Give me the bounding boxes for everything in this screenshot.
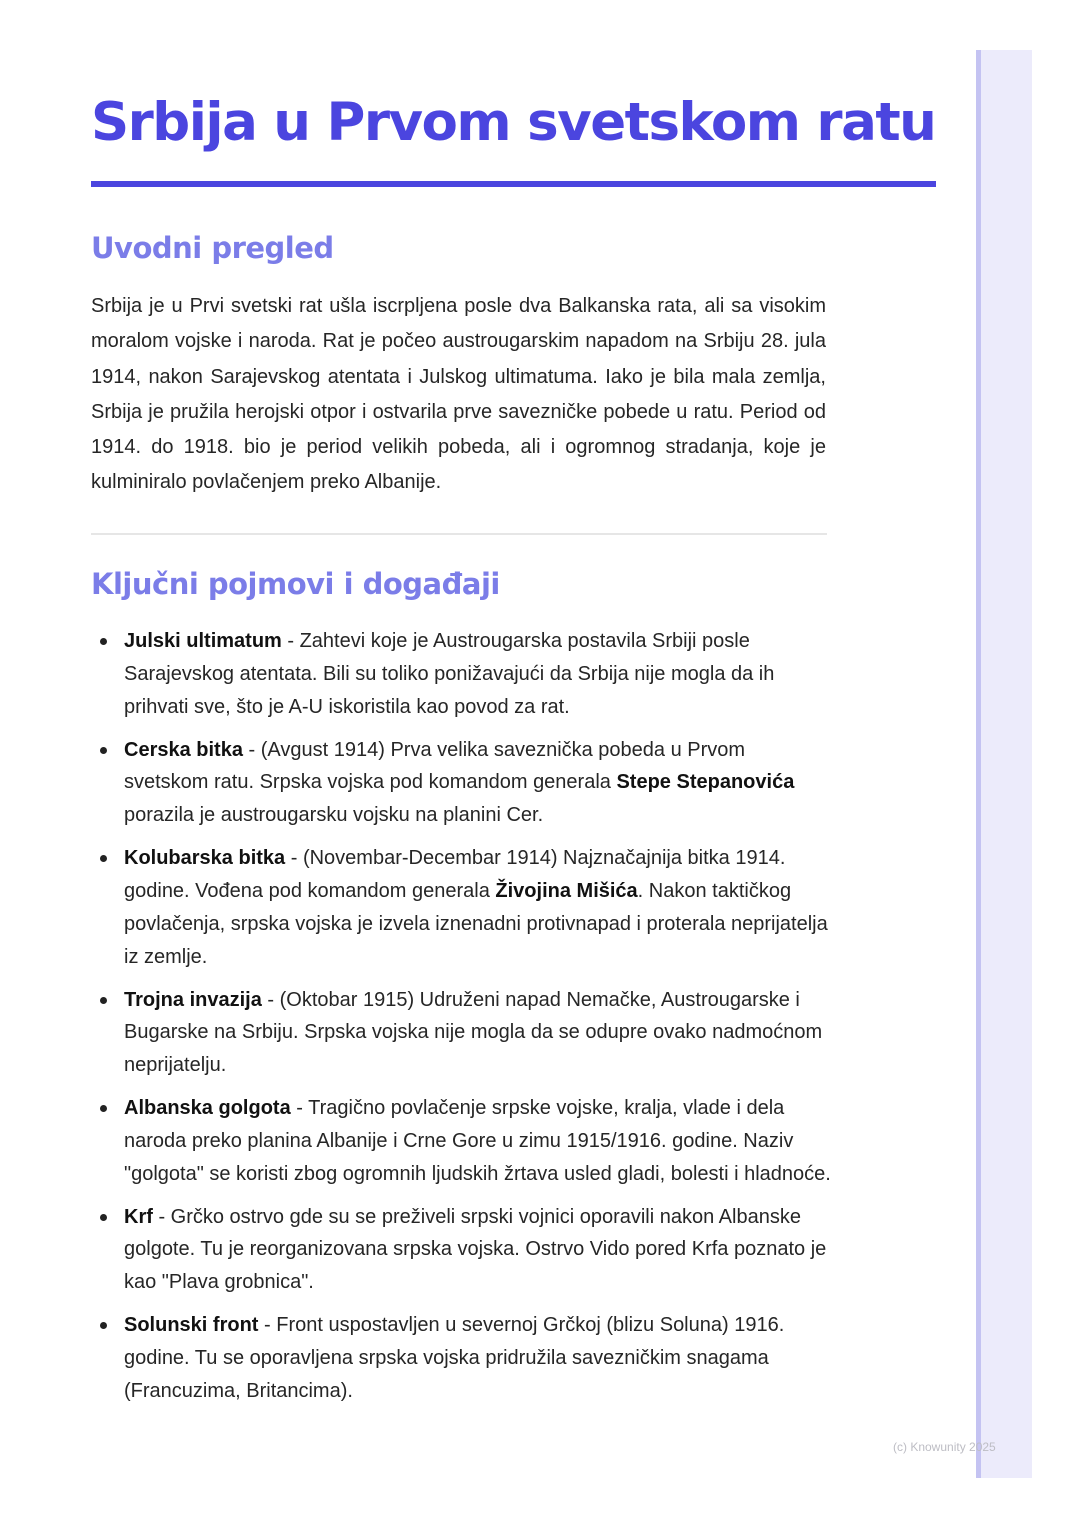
list-item [91, 734, 831, 832]
term-description: - (Avgust 1914) Prva velika saveznička pobeda u Prvom svetskom ratu. Srpska vojska pod komandom generala [124, 738, 746, 794]
term-emphasis: Stepe Stepanovića [616, 771, 795, 794]
term-label: Albanska golgota [124, 1097, 291, 1120]
page-sidebar [976, 50, 1032, 1478]
section-divider [91, 533, 827, 535]
list-item [91, 625, 831, 723]
copyright-footer: (c) Knowunity 2025 [893, 1440, 996, 1454]
section-heading-intro: Uvodni pregled [91, 231, 334, 265]
list-item [91, 1201, 831, 1299]
term-label: Trojna invazija [124, 988, 262, 1011]
term-description: - (Oktobar 1915) Udruženi napad Nemačke, Austrougarske i Bugarske na Srbiju. Srpska vojska nije mogla da se odupre ovako nadmoćnom neprijatelju. [124, 988, 823, 1077]
term-label: Julski ultimatum [124, 630, 282, 652]
term-description: - (Novembar-Decembar 1914) Najznačajnija bitka 1914. godine. Vođena pod komandom generala [124, 847, 786, 902]
list-item [91, 1309, 831, 1407]
title-underline [91, 181, 936, 187]
page-title: Srbija u Prvom svetskom ratu [91, 92, 936, 153]
key-terms-list [91, 625, 831, 1418]
term-label: Solunski front [124, 1314, 259, 1337]
term-description-end: porazila je austrougarsku vojsku na planini Cer. [124, 804, 544, 827]
term-description: - Grčko ostrvo gde su se preživeli srpski vojnici oporavili nakon Albanske golgote. Tu je reorganizovana srpska vojska. Ostrvo Vido pored Krfa poznato je kao "Plava grobnica". [124, 1205, 827, 1294]
section-heading-key-terms: Ključni pojmovi i događaji [91, 567, 500, 601]
term-description: - Front uspostavljen u severnoj Grčkoj (blizu Soluna) 1916. godine. Tu se oporavljena srpska vojska pridružila savezničkim snagama (Francuzima, Britancima). [124, 1314, 785, 1402]
term-label: Kolubarska bitka [124, 847, 286, 870]
list-item [91, 842, 831, 973]
list-item [91, 984, 831, 1082]
term-label: Cerska bitka [124, 738, 243, 761]
term-description: - Zahtevi koje je Austrougarska postavila Srbiji posle Sarajevskog atentata. Bili su toliko ponižavajući da Srbija nije mogla da ih prihvati sve, što je A-U iskoristila kao povod za rat. [124, 630, 775, 718]
list-item [91, 1092, 831, 1190]
term-label: Krf [124, 1205, 153, 1228]
intro-paragraph: Srbija je u Prvi svetski rat ušla iscrpljena posle dva Balkanska rata, ali sa visokim moralom vojske i naroda. Rat je počeo austrougarskim napadom na Srbiju 28. jula 1914, nakon Sarajevskog atentata i Julskog ultimatuma. Iako je bila mala zemlja, Srbija je pružila herojski otpor i ostvarila prve savezničke pobede u ratu. Period od 1914. do 1918. bio je period velikih pobeda, ali i ogromnog stradanja, koje je kulminiralo povlačenjem preko Albanije. [91, 295, 826, 494]
sidebar-accent-line [976, 50, 981, 1478]
term-emphasis: Živojina Mišića [495, 879, 638, 902]
term-description: - Tragično povlačenje srpske vojske, kralja, vlade i dela naroda preko planina Albanije i Crne Gore u zimu 1915/1916. godine. Naziv "golgota" se koristi zbog ogromnih ljudskih žrtava usled gladi, bolesti i hladnoće. [124, 1097, 831, 1185]
term-description-end: . Nakon taktičkog povlačenja, srpska vojska je izvela iznenadni protivnapad i proterala neprijatelja iz zemlje. [124, 879, 828, 968]
